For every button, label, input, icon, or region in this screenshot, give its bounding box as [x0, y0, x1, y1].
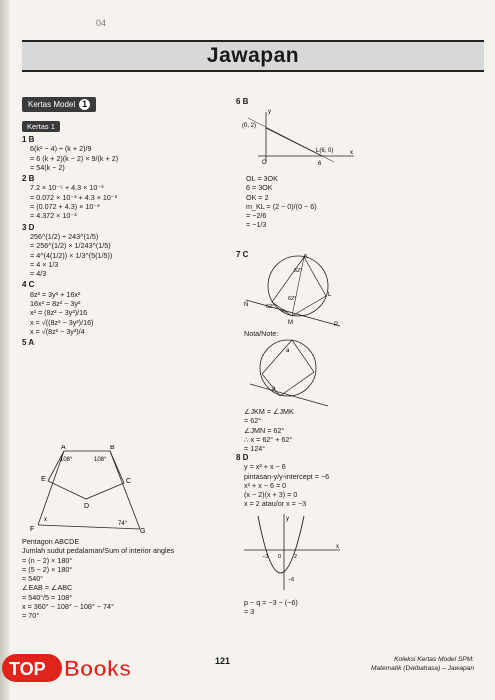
- question-number: 3 D: [22, 222, 35, 232]
- model-paper-badge: [22, 97, 96, 112]
- working-line: pintasan-y/y-intercept = −6: [244, 471, 330, 481]
- working-line: = −1/3: [246, 220, 267, 230]
- q7-M: M: [288, 320, 293, 326]
- q7-working: [244, 407, 444, 453]
- question-number: 1 B: [22, 135, 35, 144]
- working-line: = −2/6: [246, 211, 267, 221]
- working-line: = 256^(1/2) × 1/243^(1/5): [30, 241, 111, 251]
- label-B: B: [110, 445, 115, 451]
- working-line: 8z² = 3y² + 16x²: [30, 289, 81, 299]
- question-number: 8 D: [236, 453, 249, 462]
- working-line: OL = 3OK: [246, 174, 278, 183]
- q6-working: [246, 174, 446, 230]
- working-line: x = √((8z² − 3y²)/16): [30, 317, 94, 327]
- working-line: x = 360° − 108° − 108° − 74°: [22, 602, 114, 612]
- q8-intercept: −6: [288, 577, 295, 583]
- working-line: = 4/3: [30, 269, 47, 279]
- q7-angle3: 62°: [266, 304, 275, 310]
- x-tick-6: 6: [318, 161, 322, 167]
- paper-badge: Kertas 1: [22, 121, 60, 132]
- working-line: = 6 (k + 2)(k − 2) × 9/(k + 2): [30, 153, 119, 163]
- model-label: Kertas Model: [28, 100, 76, 109]
- left-column: [22, 133, 222, 348]
- q7-N: N: [244, 302, 249, 308]
- title-bar: [22, 40, 484, 72]
- working-line: Jumlah sudut pedalaman/Sum of interior angles: [22, 546, 175, 556]
- working-line: = 70°: [22, 611, 40, 621]
- q7-heading: 7 C: [236, 250, 249, 259]
- question-number: 5 A: [22, 338, 35, 348]
- q6-line-graph: [238, 108, 358, 174]
- label-A: A: [61, 445, 66, 451]
- working-line: (x − 2)(x + 3) = 0: [244, 490, 298, 500]
- angle-A: 108°: [60, 457, 73, 463]
- label-D: D: [84, 503, 90, 510]
- label-C: C: [126, 478, 132, 485]
- page-mark: 04: [96, 18, 107, 28]
- working-line: = (n − 2) × 180°: [22, 555, 73, 565]
- working-line: = 3: [244, 607, 255, 617]
- label-E: E: [41, 476, 46, 483]
- working-line: = 54(k − 2): [30, 162, 65, 172]
- working-line: ∠EAB = ∠ABC: [22, 583, 73, 593]
- left-column-part2: [22, 537, 227, 621]
- working-line: = 4 × 1/3: [30, 259, 59, 269]
- working-line: ∠JMN = 62°: [244, 425, 285, 435]
- note-circle-figure: [250, 338, 330, 408]
- working-line: p − q = −3 − (−6): [244, 598, 298, 607]
- q7-K: K: [304, 254, 309, 260]
- pentagon-figure: [28, 445, 146, 533]
- working-line: x = 2 atau/or x = −3: [244, 499, 307, 509]
- working-line: = (5 − 2) × 180°: [22, 564, 73, 574]
- model-number: 1: [79, 99, 90, 110]
- label-F: F: [30, 526, 35, 533]
- working-line: m_KL = (2 − 0)/(0 − 6): [246, 201, 317, 211]
- q7-L: L: [328, 292, 332, 298]
- q8-final: [244, 598, 444, 617]
- q7-angle1: 62°: [294, 268, 303, 274]
- q8-parabola-graph: [240, 512, 350, 592]
- working-line: 6 = 3OK: [246, 183, 273, 193]
- note-angle-a1: a: [286, 348, 290, 354]
- page-binding-edge: [0, 0, 10, 700]
- angle-B: 108°: [94, 457, 107, 463]
- working-line: = 4^(4(1/2)) × 1/3^(5(1/5)): [30, 250, 113, 260]
- q8-working: [236, 451, 446, 509]
- angle-x: x: [44, 517, 47, 523]
- working-line: 7.2 × 10⁻⁵ + 4.3 × 10⁻³: [30, 183, 104, 193]
- working-line: x² = (8z² − 3y²)/16: [30, 308, 88, 318]
- working-line: = 540°: [22, 574, 44, 584]
- q7-P: P: [334, 322, 339, 328]
- working-line: ∠JKM = ∠JMK: [244, 407, 294, 416]
- working-line: = (0.072 + 4.3) × 10⁻³: [30, 202, 100, 212]
- q8-root-neg3: −3: [262, 554, 269, 560]
- working-line: y = x² + x − 6: [244, 462, 286, 472]
- q8-root-2: 2: [294, 554, 298, 560]
- working-line: 6(k² − 4) ÷ (k + 2)/9: [30, 144, 92, 154]
- q7-angle2: 62°: [288, 296, 297, 302]
- q7-angle-x: x: [282, 308, 285, 314]
- topbooks-logo: [0, 648, 160, 688]
- label-G: G: [140, 528, 146, 533]
- working-line: = 540°/5 = 108°: [22, 592, 73, 602]
- working-line: ∴ x = 62° + 62°: [244, 434, 293, 444]
- q8-origin: 0: [278, 554, 282, 560]
- logo-top-text: TOP: [9, 659, 46, 679]
- x-axis-label: x: [350, 150, 353, 156]
- origin-label: O: [262, 160, 267, 166]
- working-line: = 62°: [244, 416, 262, 426]
- question-number: 2 B: [22, 174, 35, 184]
- q8-y-axis: y: [286, 516, 289, 522]
- point-L-label: L(6, 0): [316, 148, 334, 154]
- working-line: = 124°: [244, 444, 266, 454]
- page-title: Jawapan: [206, 44, 300, 67]
- working-line: x = √(8z² − 3y²)/4: [30, 326, 85, 336]
- page-number: 121: [215, 656, 231, 666]
- q6-heading: 6 B: [236, 97, 249, 106]
- working-line: = 4.372 × 10⁻³: [30, 211, 77, 221]
- y-axis-label: y: [268, 109, 271, 115]
- logo-books-text: Books: [64, 656, 132, 681]
- working-line: Pentagon ABCDE: [22, 537, 80, 546]
- working-line: x² + x − 6 = 0: [244, 480, 287, 490]
- note-angle-a2: a: [272, 386, 276, 392]
- working-line: 256^(1/2) ÷ 243^(1/5): [30, 231, 99, 241]
- point-K-label: (0, 2): [242, 123, 257, 129]
- working-line: OK = 2: [246, 192, 269, 202]
- angle-G: 74°: [118, 521, 128, 527]
- book-footer: Koleksi Kertas Model SPM: Matematik (Dwibahasa) – Jawapan: [371, 656, 474, 672]
- q7-circle-figure: [244, 254, 344, 328]
- question-number: 4 C: [22, 280, 35, 290]
- q8-x-axis: x: [336, 544, 339, 550]
- note-label: Nota/Note:: [244, 329, 279, 338]
- working-line: 16x² = 8z² − 3y²: [30, 299, 81, 309]
- working-line: = 0.072 × 10⁻³ + 4.3 × 10⁻³: [30, 192, 118, 202]
